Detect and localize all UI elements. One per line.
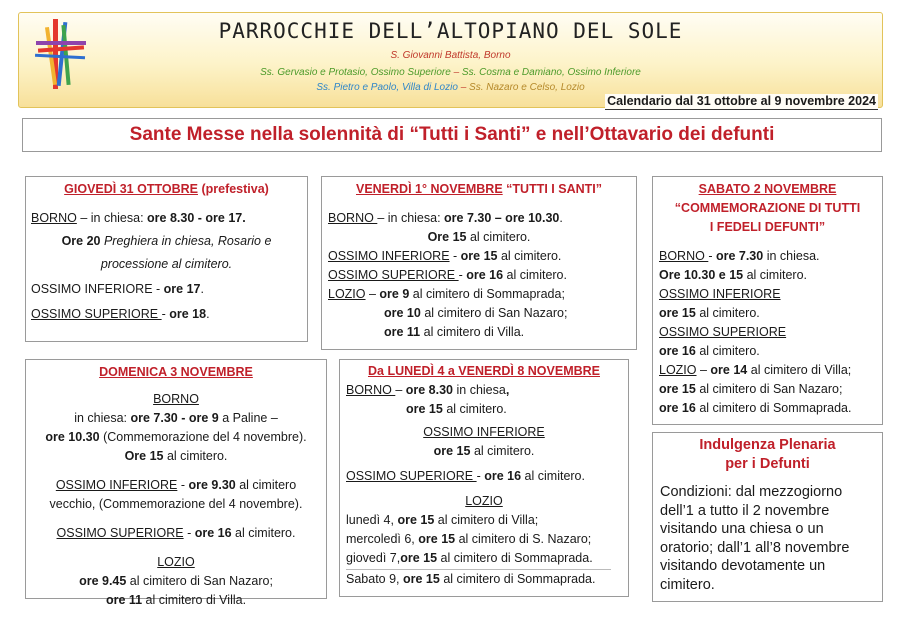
fri-ossimo-inf: OSSIMO INFERIORE - ore 15 al cimitero. (328, 249, 562, 263)
week-borno: BORNO – ore 8.30 in chiesa, (346, 383, 510, 397)
sat-ossimo-sup: OSSIMO SUPERIORE (659, 325, 787, 339)
sun-lozio-1: ore 9.45 al cimitero di San Nazaro; (79, 574, 273, 588)
thursday-title: GIOVEDÌ 31 OTTOBRE (prefestiva) (64, 182, 269, 196)
friday-box (321, 176, 637, 350)
thu-ore20: Ore 20 Preghiera in chiesa, Rosario e (61, 234, 272, 248)
week-ossimo-inf-time: ore 15 al cimitero. (433, 444, 535, 458)
sat-borno: BORNO - ore 7.30 in chiesa. (659, 249, 820, 263)
indulgence-body: Condizioni: dal mezzogiorno dell’1 a tutto il 2 novembre visitando una chiesa o un oratorio; dall’1 all’8 novembre visitando devotamente un cimitero. (660, 484, 850, 593)
sun-line2: ore 10.30 (Commemorazione del 4 novembre). (45, 430, 307, 444)
thu-borno: BORNO – in chiesa: ore 8.30 - ore 17. (31, 211, 246, 225)
sat-lozio-3: ore 16 al cimitero di Sommaprada. (659, 401, 852, 415)
sat-lozio-1: LOZIO – ore 14 al cimitero di Villa; (659, 363, 852, 377)
calendar-range: Calendario dal 31 ottobre al 9 novembre 2024 (607, 94, 876, 108)
sun-line1: in chiesa: ore 7.30 - ore 9 a Paline – (74, 411, 278, 425)
week-lozio-4: Sabato 9, ore 15 al cimitero di Sommaprada. (346, 572, 596, 586)
sun-ossimo-sup: OSSIMO SUPERIORE - ore 16 al cimitero. (56, 526, 296, 540)
fri-borno: BORNO – in chiesa: ore 7.30 – ore 10.30. (328, 211, 563, 225)
sunday-box (25, 359, 327, 607)
parish-lozio: Ss. Pietro e Paolo, Villa di Lozio – Ss. Nazaro e Celso, Lozio (316, 82, 585, 93)
friday-title: VENERDÌ 1° NOVEMBRE “TUTTI I SANTI” (355, 182, 602, 196)
sat-borno-2: Ore 10.30 e 15 al cimitero. (659, 268, 808, 282)
thu-ossimo-sup: OSSIMO SUPERIORE - ore 18. (31, 307, 210, 321)
week-lozio-1: lunedì 4, ore 15 al cimitero di Villa; (346, 513, 539, 527)
sun-ossimo-inf-2: vecchio, (Commemorazione del 4 novembre). (49, 497, 303, 511)
sunday-title: DOMENICA 3 NOVEMBRE (99, 365, 253, 379)
week-lozio-3: giovedì 7,ore 15 al cimitero di Sommaprada. (346, 551, 593, 565)
sat-ossimo-sup-time: ore 16 al cimitero. (659, 344, 760, 358)
parish-ossimo: Ss. Gervasio e Protasio, Ossimo Superiore – Ss. Cosma e Damiano, Ossimo Inferiore (260, 67, 641, 78)
indulgence-title: Indulgenza Plenaria per i Defunti (699, 437, 836, 472)
week-borno-2: ore 15 al cimitero. (406, 402, 507, 416)
thursday-box (25, 176, 308, 342)
sat-ossimo-inf: OSSIMO INFERIORE (659, 287, 781, 301)
saturday-title: SABATO 2 NOVEMBRE “COMMEMORAZIONE DI TUTTI I FEDELI DEFUNTI” (674, 182, 861, 234)
sun-lozio-2: ore 11 al cimitero di Villa. (105, 593, 247, 607)
fri-ore15: Ore 15 al cimitero. (427, 230, 531, 244)
sat-lozio-2: ore 15 al cimitero di San Nazaro; (659, 382, 843, 396)
thu-ossimo-inf: OSSIMO INFERIORE - ore 17. (31, 282, 204, 296)
parish-title: PARROCCHIE DELL’ALTOPIANO DEL SOLE (218, 19, 683, 43)
fri-ossimo-sup: OSSIMO SUPERIORE - ore 16 al cimitero. (328, 268, 567, 282)
header-banner (18, 12, 883, 108)
sun-line3: Ore 15 al cimitero. (124, 449, 228, 463)
parish-borno: S. Giovanni Battista, Borno (390, 50, 511, 61)
main-title: Sante Messe nella solennità di “Tutti i Santi” e nell’Ottavario dei defunti (22, 118, 882, 152)
sat-ossimo-inf-time: ore 15 al cimitero. (659, 306, 760, 320)
week-lozio-2: mercoledì 6, ore 15 al cimitero di S. Nazaro; (346, 532, 592, 546)
indulgence-box (652, 432, 883, 602)
thu-ore20-cont: processione al cimitero. (100, 257, 233, 271)
sun-lozio: LOZIO (157, 555, 195, 569)
fri-lozio-1: LOZIO – ore 9 al cimitero di Sommaprada; (328, 287, 565, 301)
sun-ossimo-inf: OSSIMO INFERIORE - ore 9.30 al cimitero (55, 478, 297, 492)
week-ossimo-inf: OSSIMO INFERIORE (423, 425, 545, 439)
week-ossimo-sup: OSSIMO SUPERIORE - ore 16 al cimitero. (346, 469, 585, 483)
weekdays-box (339, 359, 629, 597)
sun-borno: BORNO (153, 392, 199, 406)
saturday-box (652, 176, 883, 425)
fri-lozio-3: ore 11 al cimitero di Villa. (384, 325, 525, 339)
fri-lozio-2: ore 10 al cimitero di San Nazaro; (384, 306, 568, 320)
weekdays-title: Da LUNEDÌ 4 a VENERDÌ 8 NOVEMBRE (368, 364, 600, 378)
week-lozio: LOZIO (465, 494, 503, 508)
